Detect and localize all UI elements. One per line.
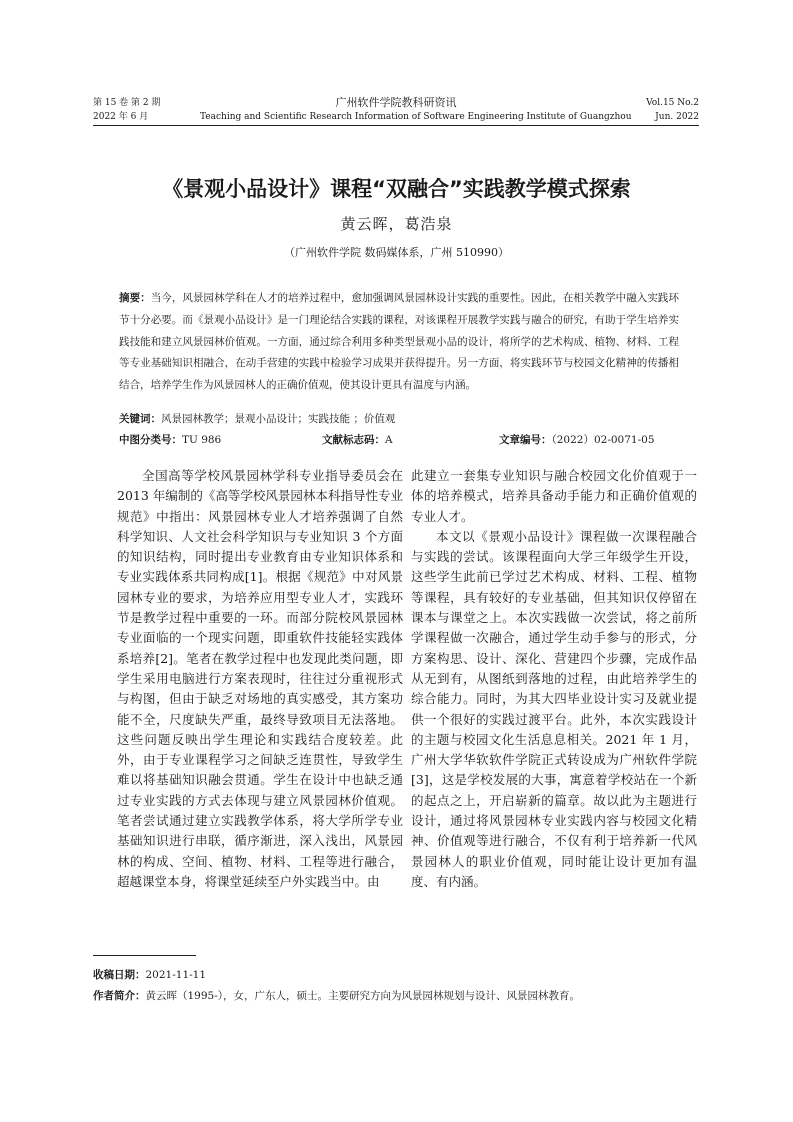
article-label: 文章编号： xyxy=(499,434,552,446)
article-number xyxy=(499,432,655,448)
body-paragraph-continued: 此建立一套集专业知识与融合校园文化价值观于一体的培养模式，培养具备动手能力和正确价值观的专业人才。 xyxy=(411,468,697,524)
body-column-left xyxy=(117,466,403,892)
date-cn: 2022 年 6 月 xyxy=(93,112,149,122)
date-en: Jun. 2022 xyxy=(655,112,699,122)
author-bio-text: 黄云晖（1995-），女，广东人，硕士。主要研究方向为风景园林规划与设计、风景园林教育。 xyxy=(145,990,581,1002)
footnote-rule xyxy=(93,955,196,956)
article-title: 《景观小品设计》课程“双融合”实践教学模式探索 xyxy=(162,177,631,201)
clc-value: TU 986 xyxy=(182,434,222,446)
document-code xyxy=(322,432,393,448)
journal-title-en: Teaching and Scientific Research Information of Software Engineering Institute of Guangzhou xyxy=(200,112,632,122)
clc-label: 中图分类号： xyxy=(119,434,182,446)
article-value: （2022）02-0071-05 xyxy=(551,434,655,446)
abstract xyxy=(119,288,679,397)
doc-label: 文献标志码： xyxy=(322,434,385,446)
received-label: 收稿日期： xyxy=(93,969,146,981)
received-value: 2021-11-11 xyxy=(145,969,207,981)
clc-code xyxy=(119,432,221,448)
authors: 黄云晖，葛浩泉 xyxy=(340,215,453,233)
abstract-label: 摘要： xyxy=(119,292,151,304)
body-paragraph: 本文以《景观小品设计》课程做一次课程融合与实践的尝试。该课程面向大学三年级学生开设，这些学生此前已学过艺术构成、材料、工程、植物等课程，具有较好的专业基础，但其知识仅停留在课本与课堂之上。本次实践做一次尝试，将之前所学课程做一次融合，通过学生动手参与的形式，分方案构思、设计、深化、营建四个步骤，完成作品从无到有，从图纸到落地的过程，由此培养学生的综合能力。同时，为其大四毕业设计实习及就业提供一个很好的实践过渡平台。此外，本次实践设计的主题与校园文化生活息息相关。2021 年 1 月，广州大学华软软件学院正式转设成为广州软件学院[3]，这是学校发展的大事，寓意着学校站在一个新的起点之上，开启崭新的篇章。故以此为主题进行设计，通过将风景园林专业实践内容与校园文化精神、价值观等进行融合，不仅有利于培养新一代风景园林人的职业价值观，同时能让设计更加有温度、有内涵。 xyxy=(411,528,697,889)
keywords-label: 关键词： xyxy=(119,413,161,425)
volume-en: Vol.15 No.2 xyxy=(646,98,699,108)
author-bio-label: 作者简介： xyxy=(93,990,146,1002)
author-bio xyxy=(93,988,699,1004)
header-rule xyxy=(93,125,699,126)
abstract-text: 当今，风景园林学科在人才的培养过程中，愈加强调风景园林设计实践的重要性。因此，在相关教学中融入实践环节十分必要。而《景观小品设计》是一门理论结合实践的课程，对该课程开展教学实践与融合的研究，有助于学生培养实践技能和建立风景园林价值观。一方面，通过综合利用多种类型景观小品的设计，将所学的艺术构成、植物、材料、工程等专业基础知识相融合，在动手营建的实践中检验学习成果并获得提升。另一方面，将实践环节与校园文化精神的传播相结合，培养学生作为风景园林人的正确价值观，使其设计更具有温度与内涵。 xyxy=(119,292,679,392)
keywords xyxy=(119,410,679,428)
keywords-text: 风景园林教学；景观小品设计；实践技能 ；价值观 xyxy=(161,413,396,425)
body-paragraph: 全国高等学校风景园林学科专业指导委员会在 2013 年编制的《高等学校风景园林本科指导性专业规范》中指出：风景园林专业人才培养强调了自然科学知识、人文社会科学知识与专业知识 3 个方面的知识结构，同时提出专业教育由专业知识体系和专业实践体系共同构成[1]。根据《规范》中对风景园林专业的要求，为培养应用型专业人才，实践环节是教学过程中重要的一环。而部分院校风景园林专业面临的一个现实问题，即重软件技能轻实践体系培养[2]。笔者在教学过程中也发现此类问题，即学生采用电脑进行方案表现时，往往过分重视形式与构图，但由于缺乏对场地的真实感受，其方案功能不全，尺度缺失严重，最终导致项目无法落地。这些问题反映出学生理论和实践结合度较差。此外，由于专业课程学习之间缺乏连贯性，导致学生难以将基础知识融会贯通。学生在设计中也缺乏通过专业实践的方式去体现与建立风景园林价值观。笔者尝试通过建立实践教学体系，将大学所学专业基础知识进行串联，循序渐进，深入浅出，风景园林的构成、空间、植物、材料、工程等进行融合，超越课堂本身，将课堂延续至户外实践当中。由 xyxy=(117,468,403,889)
received-date xyxy=(93,967,699,983)
journal-title-cn: 广州软件学院教科研资讯 xyxy=(335,96,457,109)
affiliation: （广州软件学院 数码媒体系，广州 510990） xyxy=(284,246,509,259)
doc-value: A xyxy=(385,434,393,446)
body-column-right xyxy=(411,466,697,892)
volume-issue: 第 15 卷 第 2 期 xyxy=(93,98,161,108)
